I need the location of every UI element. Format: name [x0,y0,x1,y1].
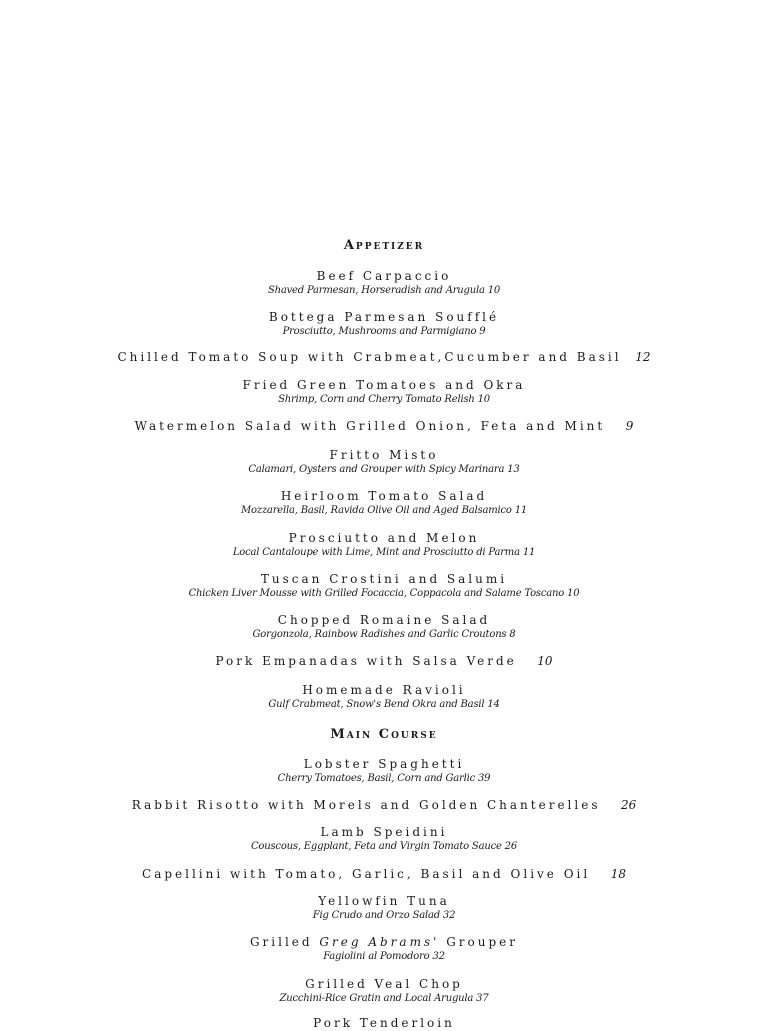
item-name-prefix: Grilled [249,935,320,949]
item-name-line [0,934,768,950]
section-heading-appetizer: Appetizer [343,238,425,253]
item-name: Chopped Romaine Salad [277,613,491,627]
menu-item [0,377,768,406]
item-description: Gulf Crabmeat, Snow's Bend Okra and Basil 14 [268,699,500,710]
item-description: Gorgonzola, Rainbow Radishes and Garlic Croutons 8 [252,629,516,640]
item-description: Fig Crudo and Orzo Salad 32 [312,910,456,921]
item-price: 18 [610,867,626,881]
item-name: Capellini with Tomato, Garlic, Basil and Olive Oil [142,867,591,881]
item-name: Homemade Ravioli [302,683,466,697]
item-name: Lobster Spaghetti [303,757,465,771]
menu-item [0,893,768,922]
menu-item [0,530,768,559]
menu-item [0,612,768,641]
item-name-line [0,418,768,434]
item-description: Fagiolini al Pomodoro 32 [323,951,445,962]
menu-item [0,756,768,785]
item-name: Rabbit Risotto with Morels and Golden Chanterelles [131,798,601,812]
section-heading-main-course: Main Course [330,727,438,742]
menu-item [0,824,768,853]
menu-item [0,682,768,711]
menu-item [0,797,768,813]
item-name: Beef Carpaccio [316,269,452,283]
menu-item [0,653,768,669]
item-price: 12 [635,350,651,364]
item-description: Shrimp, Corn and Cherry Tomato Relish 10 [278,394,490,405]
menu-item [0,866,768,882]
menu-item [0,1015,768,1031]
menu-item [0,309,768,338]
item-description: Calamari, Oysters and Grouper with Spicy Marinara 13 [248,464,520,475]
item-description: Prosciutto, Mushrooms and Parmigiano 9 [282,326,486,337]
menu-item [0,488,768,517]
item-price: 9 [625,419,634,433]
item-name-line [0,349,768,365]
item-description: Zucchini-Rice Gratin and Local Arugula 37 [279,993,489,1004]
item-name-emphasis: Greg Abrams' [319,935,440,949]
item-description: Couscous, Eggplant, Feta and Virgin Tomato Sauce 26 [250,841,518,852]
item-name: Prosciutto and Melon [288,531,480,545]
item-name: Yellowfin Tuna [318,894,450,908]
item-name: Fritto Misto [329,448,439,462]
item-name: Bottega Parmesan Soufflé [268,310,500,324]
item-description: Local Cantaloupe with Lime, Mint and Prosciutto di Parma 11 [232,547,536,558]
menu-item [0,418,768,434]
item-name: Grilled Veal Chop [305,977,463,991]
menu-item [0,447,768,476]
item-name-line [0,653,768,669]
item-price: 26 [620,798,637,812]
item-name: Fried Green Tomatoes and Okra [242,378,526,392]
menu-item [0,976,768,1005]
menu-item [0,268,768,297]
item-name: Watermelon Salad with Grilled Onion, Feta and Mint [134,419,606,433]
item-name-suffix: Grouper [439,935,519,949]
item-name-line [0,866,768,882]
item-name-line [0,797,768,813]
menu-item [0,571,768,600]
item-name: Heirloom Tomato Salad [280,489,488,503]
item-description: Mozzarella, Basil, Ravida Olive Oil and Aged Balsamico 11 [240,505,528,516]
item-description: Cherry Tomatoes, Basil, Corn and Garlic 39 [277,773,491,784]
item-price: 10 [537,654,553,668]
item-name: Pork Tenderloin [313,1016,455,1030]
item-name: Pork Empanadas with Salsa Verde [215,654,517,668]
menu-item [0,934,768,963]
item-description: Shaved Parmesan, Horseradish and Arugula 10 [267,285,501,296]
item-name: Chilled Tomato Soup with Crabmeat,Cucumber and Basil [117,350,622,364]
item-description: Chicken Liver Mousse with Grilled Focaccia, Coppacola and Salame Toscano 10 [188,588,580,599]
item-name: Tuscan Crostini and Salumi [260,572,508,586]
menu-item [0,349,768,365]
item-name: Lamb Speidini [320,825,448,839]
